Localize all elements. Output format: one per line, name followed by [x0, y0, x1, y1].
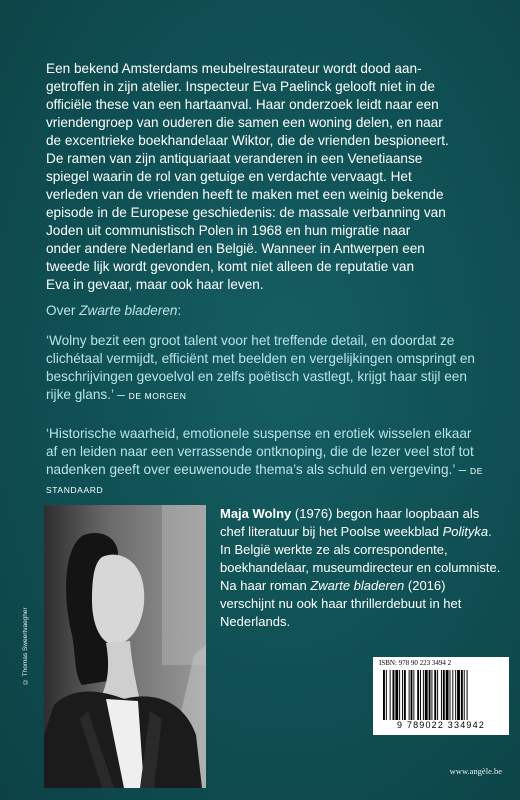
author-photo — [44, 505, 206, 788]
barcode-bar — [437, 670, 438, 720]
author-name: Maja Wolny — [220, 506, 292, 521]
review-quote-1 — [46, 332, 486, 405]
bio-magazine: Polityka — [442, 524, 489, 539]
barcode-bar — [390, 670, 391, 720]
review-quote-text: ‘Wolny bezit een groot talent voor het treffende detail, en doordat ze clichétaal vermijdt, efficiënt met beelden en vergelijkingen omspringt en beschrijvingen gevoelvol en zelfs poëtisch vastlegt, krijgt haar stijl een rijke glans.’ – — [46, 333, 475, 402]
barcode-bar — [461, 670, 463, 720]
barcode-bar — [464, 670, 465, 720]
blurb-line: tweede lijk wordt gevonden, komt niet alleen de reputatie van — [46, 259, 415, 274]
blurb-line: Eva in gevaar, maar ook haar leven. — [46, 277, 264, 292]
reviews-heading-suffix: : — [177, 303, 182, 318]
author-photo-illustration — [44, 505, 206, 788]
barcode-bar — [404, 670, 406, 720]
blurb-line: De ramen van zijn antiquariaat veranderen in een Venetiaanse — [46, 151, 423, 166]
reviews-heading-title: Zwarte bladeren — [79, 303, 178, 318]
barcode — [373, 657, 509, 735]
barcode-bar — [393, 670, 395, 720]
barcode-bar — [383, 670, 385, 720]
barcode-bar — [450, 670, 451, 720]
barcode-bar — [429, 670, 431, 720]
barcode-bar — [446, 670, 449, 720]
blurb-line: de excentrieke boekhandelaar Wiktor, die de vrienden bespioneert. — [46, 133, 449, 148]
reviews-heading — [46, 302, 486, 320]
barcode-bars — [383, 670, 501, 720]
barcode-bar — [431, 670, 432, 720]
bio-text: (1976) begon haar loopbaan als chef literatuur bij het Poolse weekblad — [220, 506, 480, 539]
blurb-line: onder andere Nederland en België. Wanneer in Antwerpen een — [46, 241, 425, 256]
isbn-digits: 9 789022 334942 — [396, 720, 486, 730]
blurb-line: episode in de Europese geschiedenis: de massale verbanning van — [46, 205, 446, 220]
barcode-bar — [399, 670, 400, 720]
barcode-bar — [467, 670, 468, 720]
barcode-bar — [434, 670, 436, 720]
publisher-website: www.angèle.be — [449, 766, 502, 776]
review-source: DE STANDAARD — [46, 466, 483, 495]
blurb-line: Joden uit communistisch Polen in 1968 en hun migratie naar — [46, 223, 411, 238]
barcode-bar — [402, 670, 403, 720]
blurb-line: getroffen in zijn atelier. Inspecteur Eva Paelinck gelooft niet in de — [46, 79, 435, 94]
barcode-bar — [411, 670, 413, 720]
photo-credit: © Thomas Sweertvaegher — [22, 607, 29, 685]
barcode-bar — [413, 670, 414, 720]
review-quote-2 — [46, 425, 486, 499]
review-quote-text: ‘Historische waarheid, emotionele suspense en erotiek wisselen elkaar af en leiden naar een verrassende ontknoping, die de lezer veel stof tot nadenken geeft over eeuwenoude thema’s als schuld en vergeving.’ – — [46, 426, 474, 477]
barcode-bar — [417, 670, 419, 720]
barcode-bar — [441, 670, 442, 720]
blurb-line: Een bekend Amsterdams meubelrestaurateur wordt dood aan- — [46, 61, 422, 76]
bio-novel: Zwarte bladeren — [310, 578, 405, 593]
blurb-line: officiële these van een hartaanval. Haar onderzoek leidt naar een — [46, 97, 439, 112]
blurb-line: vriendengroep van ouderen die samen een woning delen, en naar — [46, 115, 443, 130]
barcode-bar — [425, 670, 428, 720]
review-source: DE MORGEN — [128, 391, 187, 401]
blurb — [46, 60, 486, 294]
barcode-bar — [452, 670, 453, 720]
isbn-label: ISBN: 978 90 223 3494 2 — [379, 659, 452, 667]
barcode-bar — [455, 670, 456, 720]
barcode-bar — [420, 670, 421, 720]
barcode-bar — [443, 670, 445, 720]
bio-text: (2016) verschijnt nu ook haar thrillerdebuut in het Nederlands. — [220, 578, 462, 629]
blurb-line: spiegel waarin de rol van getuige en verdachte vervaagt. Het — [46, 169, 412, 184]
author-bio — [220, 505, 502, 631]
barcode-bar — [457, 670, 460, 720]
barcode-bar — [409, 670, 410, 720]
barcode-bar — [395, 670, 398, 720]
barcode-bar — [386, 670, 387, 720]
bio-text: . In België werkte ze als correspondente, boekhandelaar, museumdirecteur en columniste. Na haar roman — [220, 524, 501, 593]
barcode-bar — [423, 670, 424, 720]
reviews-heading-prefix: Over — [46, 303, 80, 318]
blurb-line: verleden van de vrienden heeft te maken met een weinig bekende — [46, 187, 444, 202]
